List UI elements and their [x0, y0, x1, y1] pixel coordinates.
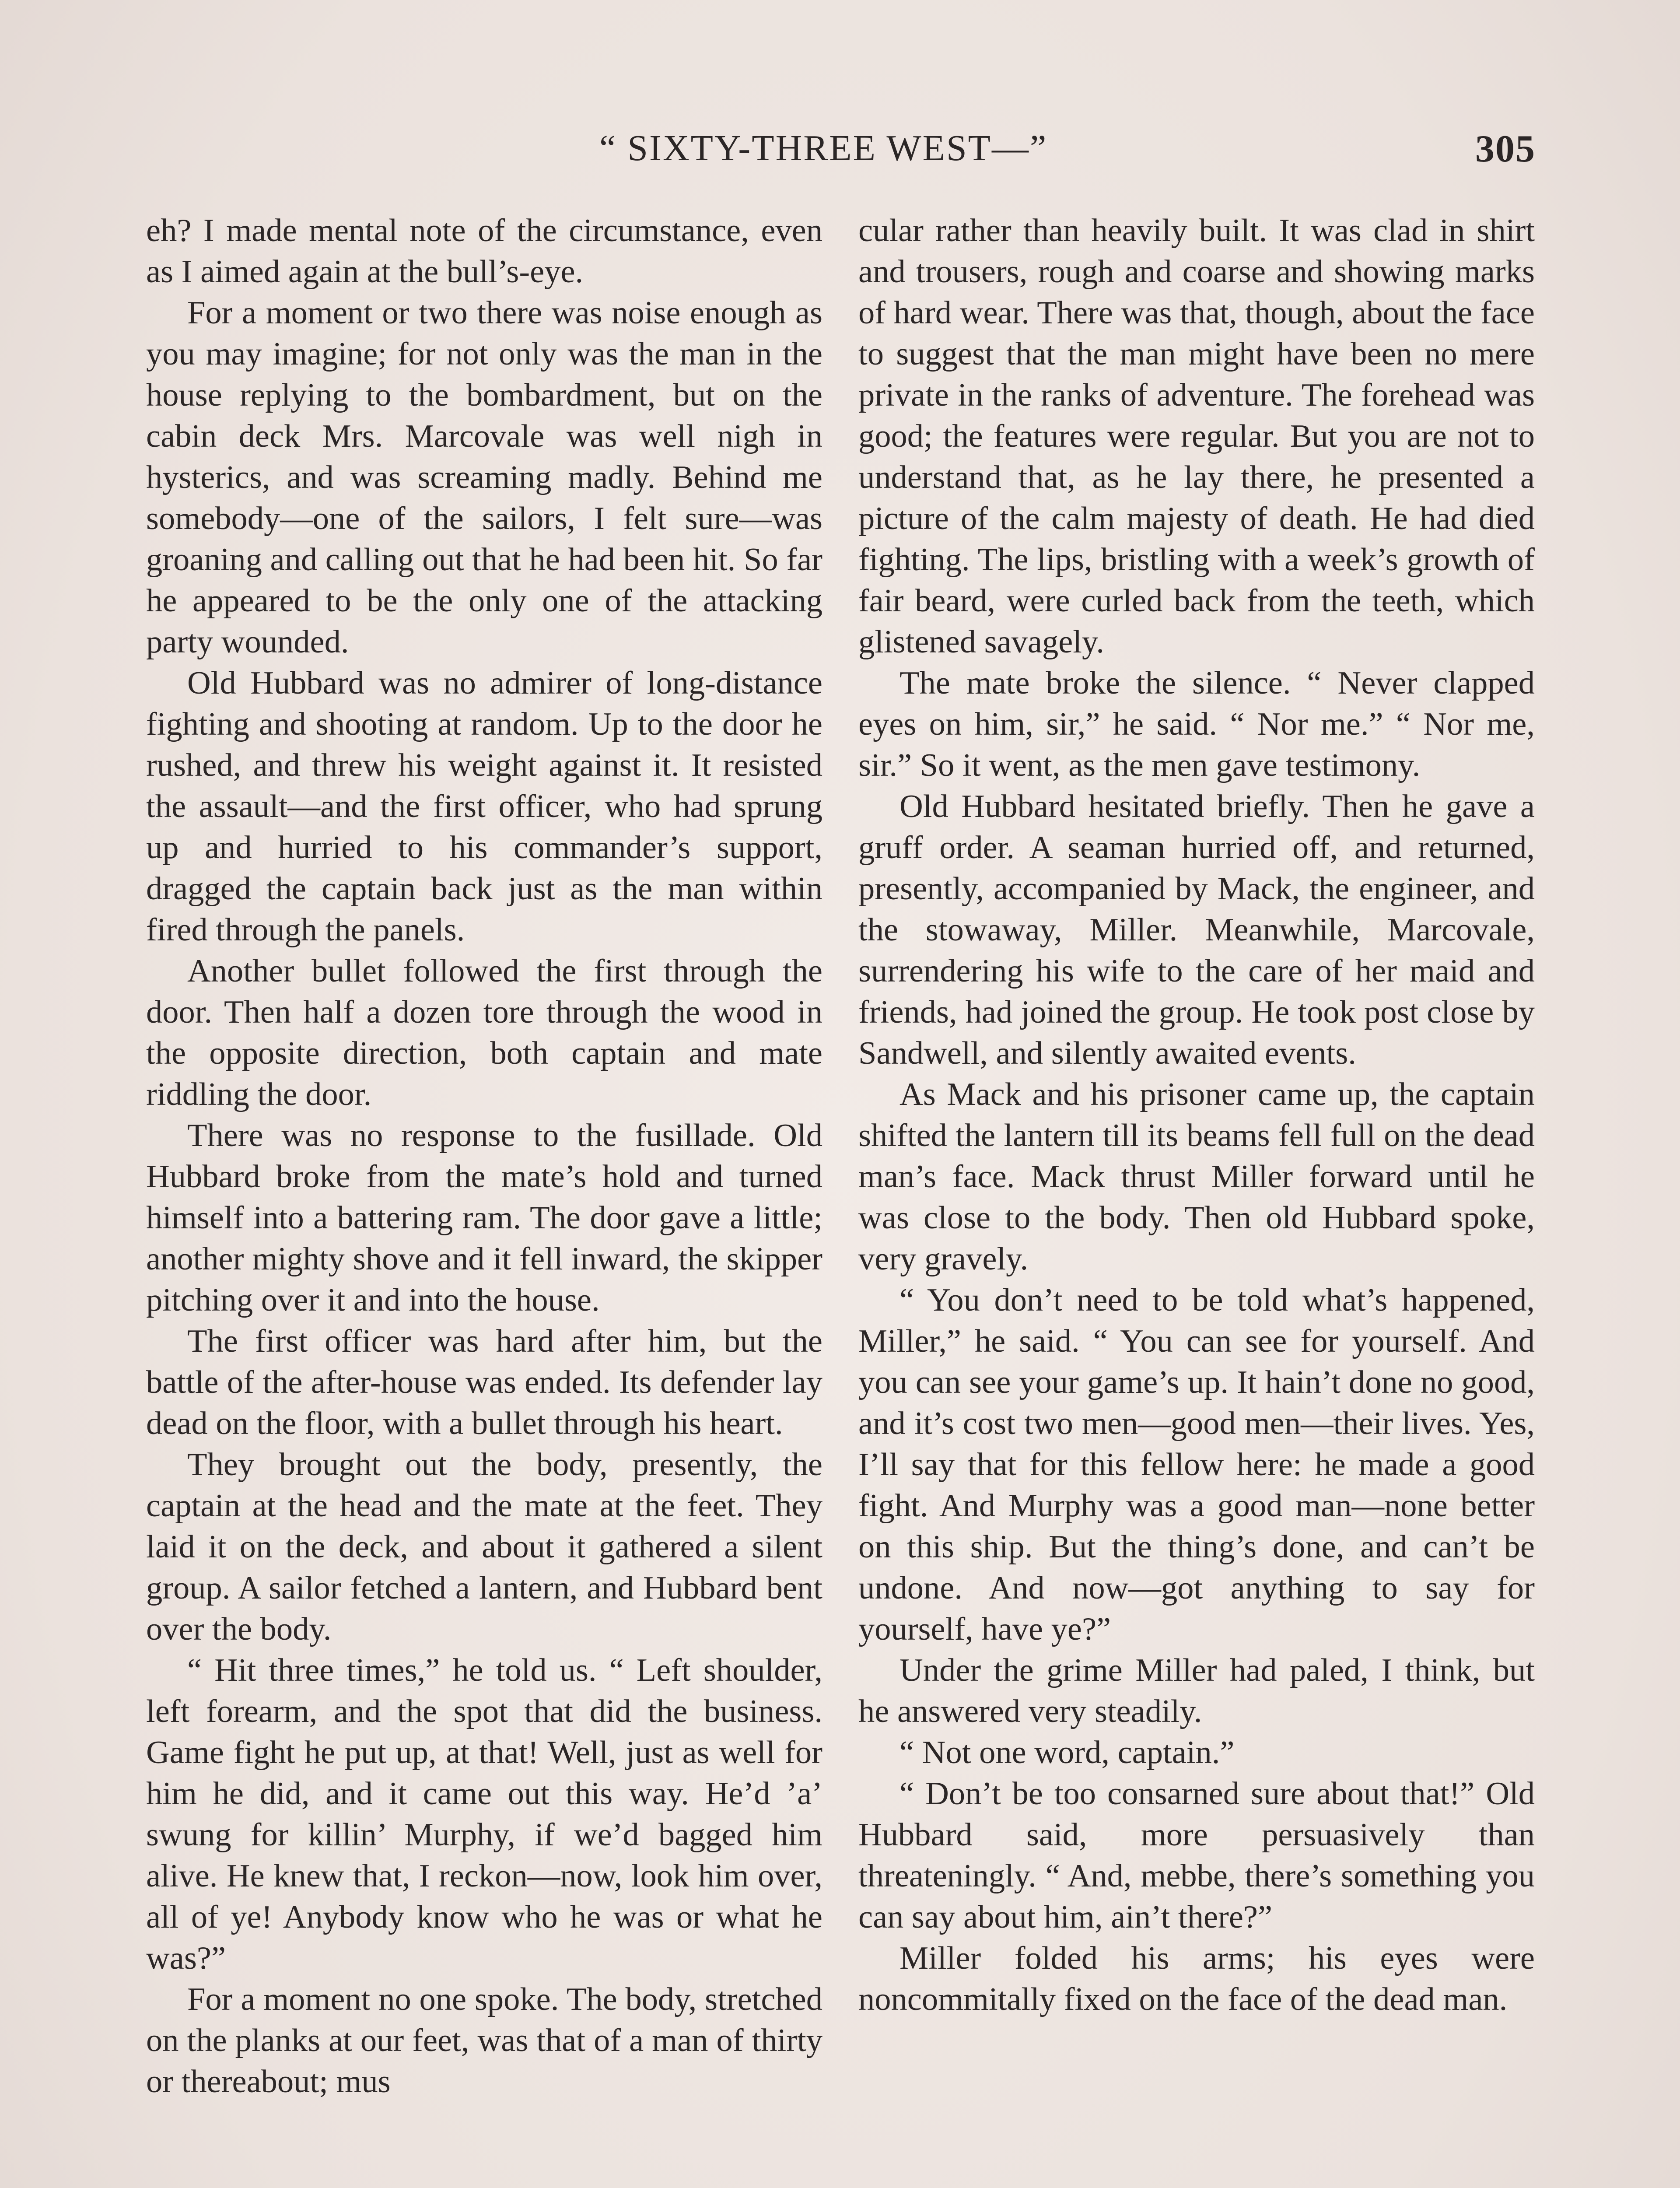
paragraph: Another bullet followed the first through the door. Then half a dozen tore through the wood in the opposite direction, both captain and mate riddling the door. — [146, 953, 822, 1112]
paragraph: The mate broke the silence. “ Never clapped eyes on him, sir,” he said. “ Nor me.” “ Nor me, sir.” So it went, as the men gave testimony. — [858, 665, 1535, 783]
paragraph: “ You don’t need to be told what’s happened, Miller,” he said. “ You can see for yourself. And you can see your game’s up. It hain’t done no good, and it’s cost two men—good men—their lives. Yes, I’ll say that for this fellow here: he made a good fight. And Murphy was a good man—none better on this ship. But the thing’s done, and can’t be undone. And now—got anything to say for yourself, have ye?” — [858, 1282, 1535, 1647]
paragraph: Under the grime Miller had paled, I think, but he answered very steadily. — [858, 1652, 1535, 1729]
left-text-column — [146, 210, 822, 2102]
paragraph: There was no response to the fusillade. Old Hubbard broke from the mate’s hold and turned himself into a battering ram. The door gave a little; another mighty shove and it fell inward, the skipper pitching over it and into the house. — [146, 1118, 822, 1318]
paragraph: Old Hubbard was no admirer of long-distance fighting and shooting at random. Up to the door he rushed, and threw his weight against it. It resisted the assault—and the first officer, who had sprung up and hurried to his commander’s support, dragged the captain back just as the man within fired through the panels. — [146, 665, 822, 948]
paragraph: For a moment no one spoke. The body, stretched on the planks at our feet, was that of a man of thirty or thereabout; mus — [146, 1981, 822, 2100]
paragraph: Miller folded his arms; his eyes were noncommitally fixed on the face of the dead man. — [858, 1940, 1535, 2017]
paragraph: Old Hubbard hesitated briefly. Then he gave a gruff order. A seaman hurried off, and returned, presently, accompanied by Mack, the engineer, and the stowaway, Miller. Meanwhile, Marcovale, surrendering his wife to the care of her maid and friends, had joined the group. He took post close by Sandwell, and silently awaited events. — [858, 789, 1535, 1071]
page-number: 305 — [1475, 128, 1536, 170]
paragraph: “ Not one word, captain.” — [900, 1735, 1235, 1771]
paragraph: The first officer was hard after him, but the battle of the after-house was ended. Its defender lay dead on the floor, with a bullet through his heart. — [146, 1323, 822, 1441]
paragraph: For a moment or two there was noise enough as you may imagine; for not only was the man in the house replying to the bombardment, but on the cabin deck Mrs. Marcovale was well nigh in hysterics, and was screaming madly. Behind me somebody—one of the sailors, I felt sure—was groaning and calling out that he had been hit. So far he appeared to be the only one of the attacking party wounded. — [146, 295, 822, 660]
paragraph: “ Hit three times,” he told us. “ Left shoulder, left forearm, and the spot that did the business. Game fight he put up, at that! Well, just as well for him he did, and it came out this way. He’d ’a’ swung for killin’ Murphy, if we’d bagged him alive. He knew that, I reckon—now, look him over, all of ye! Anybody know who he was or what he was?” — [146, 1652, 822, 1976]
paragraph: cular rather than heavily built. It was clad in shirt and trousers, rough and coarse and showing marks of hard wear. There was that, though, about the face to suggest that the man might have been no mere private in the ranks of adventure. The forehead was good; the features were regular. But you are not to understand that, as he lay there, he presented a picture of the calm majesty of death. He had died fighting. The lips, bristling with a week’s growth of fair beard, were curled back from the teeth, which glistened savagely. — [858, 213, 1535, 660]
right-text-column — [858, 210, 1535, 2020]
paragraph: They brought out the body, presently, the captain at the head and the mate at the feet. They laid it on the deck, and about it gathered a silent group. A sailor fetched a lantern, and Hubbard bent over the body. — [146, 1447, 822, 1647]
running-head: “ SIXTY-THREE WEST—” — [599, 128, 1048, 168]
paragraph: “ Don’t be too consarned sure about that!” Old Hubbard said, more persuasively than threateningly. “ And, mebbe, there’s something you can say about him, ain’t there?” — [858, 1776, 1535, 1935]
paragraph: As Mack and his prisoner came up, the captain shifted the lantern till its beams fell full on the dead man’s face. Mack thrust Miller forward until he was close to the body. Then old Hubbard spoke, very gravely. — [858, 1076, 1535, 1277]
paragraph: eh? I made mental note of the circumstance, even as I aimed again at the bull’s-eye. — [146, 213, 822, 290]
